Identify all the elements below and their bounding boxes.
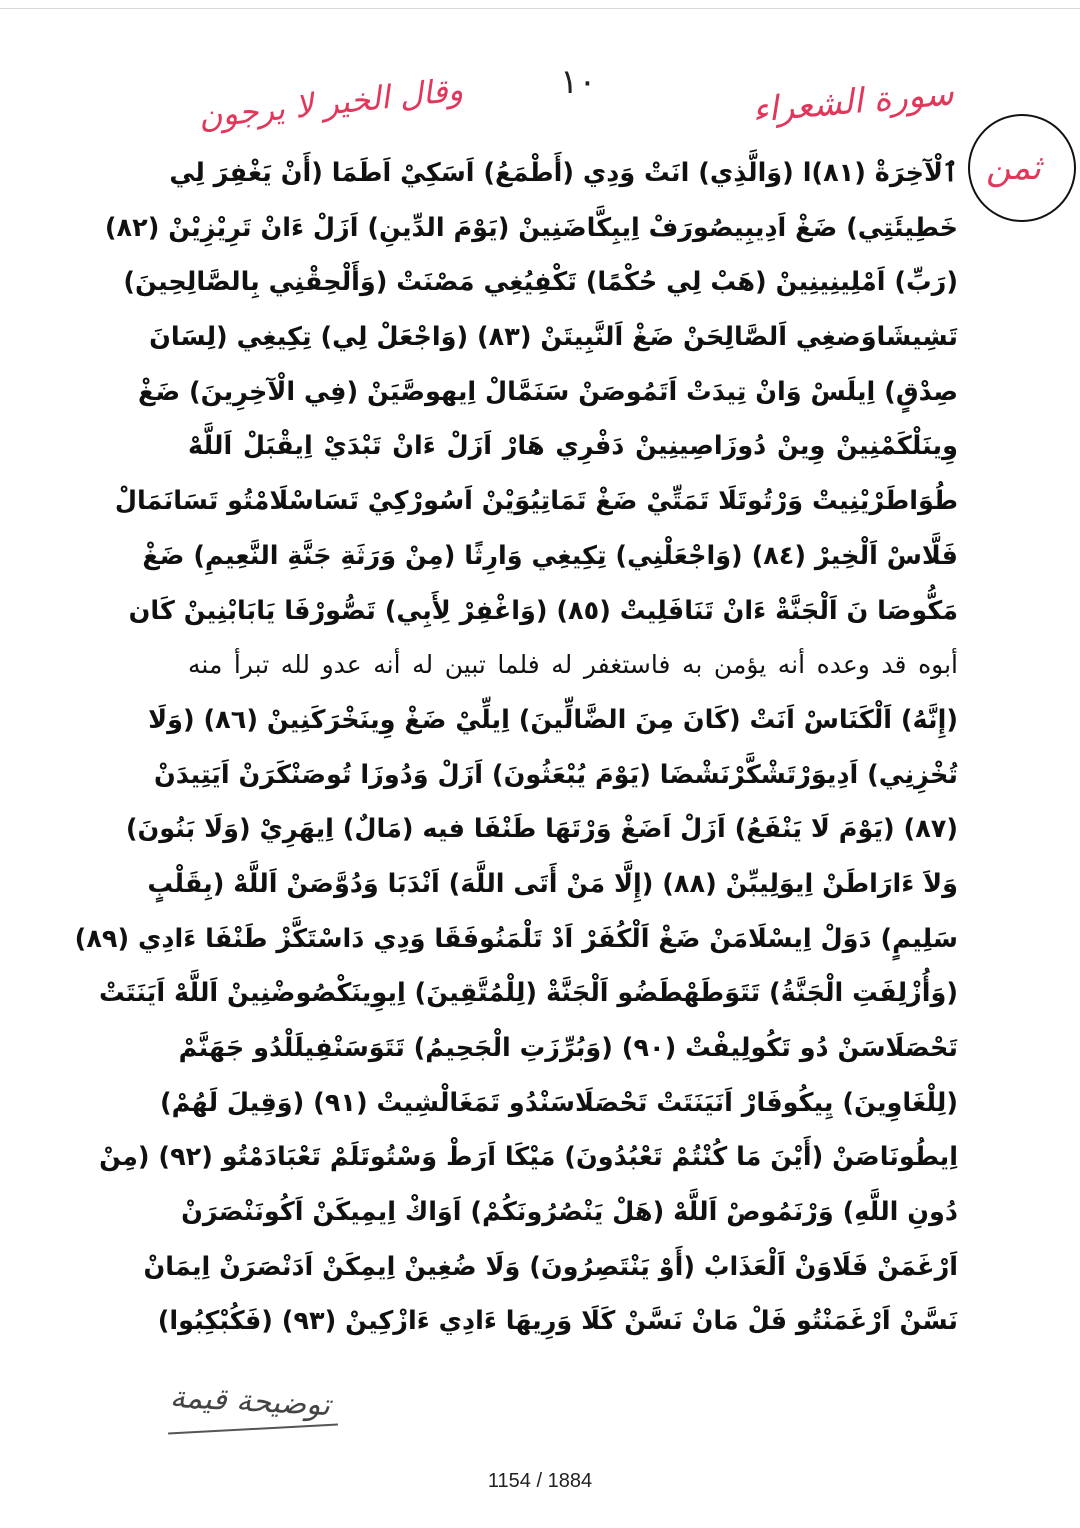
footer-handwritten-note: توضيحة قيمة — [169, 1379, 331, 1424]
text-line: مَكُّوصَا نَ اَلْجَنَّةْ ءَانْ تَنَافَلِيتْ (٨٥) (وَاغْفِرْ لِأَبِي) تَصُّورْفَا يَابَابْنِينْ كَان — [128, 595, 958, 626]
thumun-label: ثمن — [986, 148, 1042, 188]
text-line: صِدْقٍ) اِيلَسْ وَانْ تِيدَتْ اَتَمُوصَنْ سَنَمَّالْ اِيهوصَّيَنْ (فِي الْآخِرِينَ) ضَغْ — [138, 376, 958, 407]
text-line: اِيطُونَاصَنْ (أَيْنَ مَا كُنْتُمْ تَعْبُدُونَ) مَيْكَا اَرَطْ وَسْتُوتَلَمْ تَعْبَادَمْتُو (٩٢) (مِنْ — [99, 1142, 958, 1173]
text-line: ٱلْآخِرَةْ (٨١)ا (وَالَّذِي) انَتْ وَدِي (أَطْمَعُ) اَسَكِيْ اَطَمَا (أَنْ يَغْفِرَ لِي — [169, 158, 958, 188]
text-line: طُوَاطَرْيْنِيتْ وَرْتُوتَلَا تَمَتِّيْ ضَغْ تَمَاتِيُوَيْنْ اَسُورْكِيْ تَسَاسْلَامْتُو تَسَانَمَالْ — [114, 486, 958, 517]
text-line: تُخْزِنِي) اَدِيوَرْتَشْكَّرْنَشْضَا (يَوْمَ يُبْعَثُونَ) اَزَلْ وَدُوزَا تُوصَنْكَرَنْ اَيَتِيدَنْ — [153, 759, 958, 790]
margin-note-handwritten: وقال الخير لا يرجون — [196, 70, 465, 136]
page-indicator: 1154 / 1884 — [487, 1470, 593, 1492]
text-line: وِينَلْكَمْنِينْ وِينْ دُوزَاصِينِينْ دَفْرِي هَارْ اَزَلْ ءَانْ تَبْدَيْ اِيقْبَلْ اَللَّهْ — [188, 431, 958, 462]
surah-name-handwritten: سورة الشعراء — [750, 73, 956, 131]
text-line: فَلَّاسْ اَلْخِيرْ (٨٤) (وَاجْعَلْنِي) تِكِيغِي وَارِثًا (مِنْ وَرَثَةِ جَنَّةِ النَّعِيمِ) ضَغْ — [142, 540, 958, 571]
text-line: سَلِيمٍ) دَوَلْ اِيسْلَامَنْ ضَغْ اَلْكُفَرْ اَدْ تَلْمَنُوفَقَا وَدِي دَاسْتَكَّزْ طَنْفَا ءَادِي (٨٩) — [74, 923, 958, 954]
footer-note-underline — [168, 1424, 338, 1435]
text-line: (وَأُزْلِفَتِ الْجَنَّةُ) تَتَوَطَهْطَضُو اَلْجَنَّةْ (لِلْمُتَّقِينَ) اِيوِينَكْصُوضْنِينْ اَللَّهْ اَيَنَتَتْ — [98, 978, 958, 1009]
text-line: وَلاَ ءَارَاطَنْ اِيوَلِيبِّنْ (٨٨) (إِلَّا مَنْ أَتَى اللَّهَ) اَنْدَبَا وَدُوَّصَنْ اَللَّهْ (بِقَلْبٍ — [147, 868, 958, 899]
text-line: (٨٧) (يَوْمَ لَا يَنْفَعُ) اَزَلْ اَضَغْ وَرْتَهَا طَنْفَا فيه (مَالٌ) اِيهَرِيْ (وَلَا بَنُونَ) — [125, 814, 958, 845]
text-line: نَسَّنْ اَرْغَمَنْتُو فَلْ مَانْ نَسَّنْ كَلَا وَرِيهَا ءَادِي ءَازْكِينْ (٩٣) (فَكُبْكِبُوا) — [157, 1306, 958, 1337]
top-edge-line — [0, 8, 1080, 9]
text-line: (رَبِّ) اَمْلِينِينِينْ (هَبْ لِي حُكْمًا) تَكْفِيُغِي مَصْنَتْ (وَأَلْحِقْنِي بِالصَّالِحِينَ) — [123, 267, 958, 298]
text-line: دُونِ اللَّهِ) وَرْنَمُوصْ اَللَّهْ (هَلْ يَنْصُرُونَكُمْ) اَوَاكْ اِيمِيكَنْ اَكُونَنْصَرَنْ — [181, 1197, 958, 1228]
text-line: اَرْغَمَنْ فَلَاوَنْ اَلْعَذَابْ (أَوْ يَنْتَصِرُونَ) وَلَا ضُغِينْ اِيمِكَنْ اَدَنْصَرَنْ اِيمَانْ — [143, 1251, 958, 1282]
text-line: تَشِيشَاوَضغِي اَلصَّالِحَنْ ضَغْ اَلنَّبِيتَنْ (٨٣) (وَاجْعَلْ لِي) تِكِيغِي (لِسَانَ — [149, 322, 958, 353]
tafsir-note-line: أبوه قد وعده أنه يؤمن به فاستغفر له فلما تبين له أنه عدو لله تبرأ منه — [188, 650, 958, 680]
text-line: خَطِيئَتِي) ضَغْ اَدِيبِيصُورَفْ اِيبِكَّاضَنِينْ (يَوْمَ الدِّينِ) اَزَلْ ءَانْ تَرِيْزِيْنْ (٨٢) — [104, 212, 958, 243]
text-line: (لِلْغَاوِينَ) يِيكُوفَارْ اَنَيَنَتَتْ تَحْصَلَاسَنْدُو تَمَغَالْشِيتْ (٩١) (وَقِيلَ لَهُمْ) — [159, 1087, 958, 1118]
page-number: ١٠ — [560, 62, 597, 102]
text-line: تَحْصَلَاسَنْ دُو تَكُولِيفْتْ (٩٠) (وَبُرِّزَتِ الْجَحِيمُ) تَتَوَسَنْفِيلَلْدُو جَهَنَّمْ — [178, 1033, 958, 1063]
body-text — [74, 146, 958, 1349]
text-line: (إِنَّهُ) اَلْكَنَاسْ اَنَتْ (كَانَ مِنَ الضَّالِّينَ) اِيلِّيْ ضَغْ وِينَخْرَكَنِينْ (٨٦) (وَلَا — [148, 704, 958, 735]
